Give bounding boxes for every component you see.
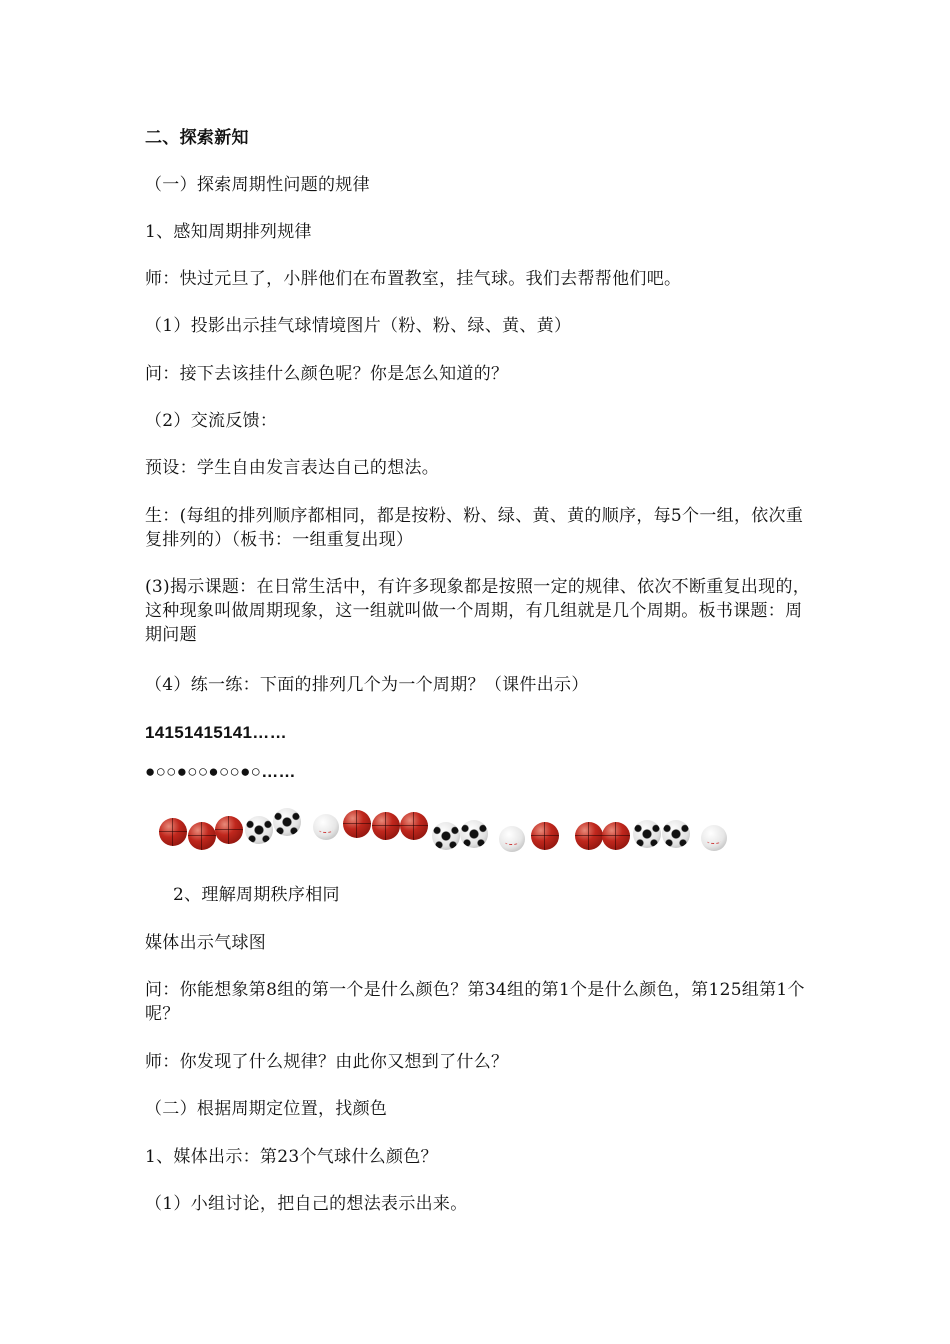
paragraph: 1、感知周期排列规律 [145,222,312,242]
baseball-icon [701,825,727,851]
balls-pattern-image [145,800,765,860]
paragraph: 预设：学生自由发言表达自己的想法。 [145,458,440,478]
paragraph: 师：快过元旦了，小胖他们在布置教室，挂气球。我们去帮帮他们吧。 [145,269,682,289]
baseball-icon [499,826,525,852]
soccer-ball-icon [662,820,690,848]
basketball-icon [602,822,630,850]
basketball-icon [343,810,371,838]
paragraph: 生：(每组的排列顺序都相同，都是按粉、粉、绿、黄、黄的顺序，每5个一组，依次重复排列的）（板书：一组重复出现） [145,506,804,550]
basketball-icon [159,818,187,846]
paragraph: 2、理解周期秩序相同 [173,885,340,905]
soccer-ball-icon [633,820,661,848]
basketball-icon [188,822,216,850]
paragraph: 问：你能想象第8组的第一个是什么颜色？第34组的第1个是什么颜色，第125组第1个呢？ [145,980,805,1024]
basketball-icon [575,822,603,850]
basketball-icon [215,816,243,844]
basketball-icon [400,812,428,840]
section-heading: 二、探索新知 [145,128,249,148]
paragraph: 1、媒体出示：第23个气球什么颜色？ [145,1147,438,1167]
basketball-icon [531,822,559,850]
soccer-ball-icon [432,822,460,850]
dot-sequence: ●○○●○○●○○●○…… [145,762,296,781]
subsection-heading: （一）探索周期性问题的规律 [145,175,370,195]
soccer-ball-icon [460,820,488,848]
paragraph: 媒体出示气球图 [145,933,267,953]
paragraph: （1）投影出示挂气球情境图片（粉、粉、绿、黄、黄） [145,316,572,336]
paragraph: (3)揭示课题：在日常生活中，有许多现象都是按照一定的规律、依次不断重复出现的，这种现象叫做周期现象，这一组就叫做一个周期，有几组就是几个周期。板书课题：周期问题 [145,577,811,645]
paragraph: 师：你发现了什么规律？由此你又想到了什么？ [145,1052,509,1072]
basketball-icon [372,812,400,840]
number-sequence: 14151415141…… [145,723,287,742]
soccer-ball-icon [273,808,301,836]
soccer-ball-icon [245,816,273,844]
paragraph: （2）交流反馈： [145,411,278,431]
paragraph: 问：接下去该挂什么颜色呢？你是怎么知道的？ [145,364,509,384]
subsection-heading: （二）根据周期定位置，找颜色 [145,1099,388,1119]
paragraph: （4）练一练：下面的排列几个为一个周期？（课件出示） [145,675,589,695]
baseball-icon [313,814,339,840]
paragraph: （1）小组讨论，把自己的想法表示出来。 [145,1194,468,1214]
